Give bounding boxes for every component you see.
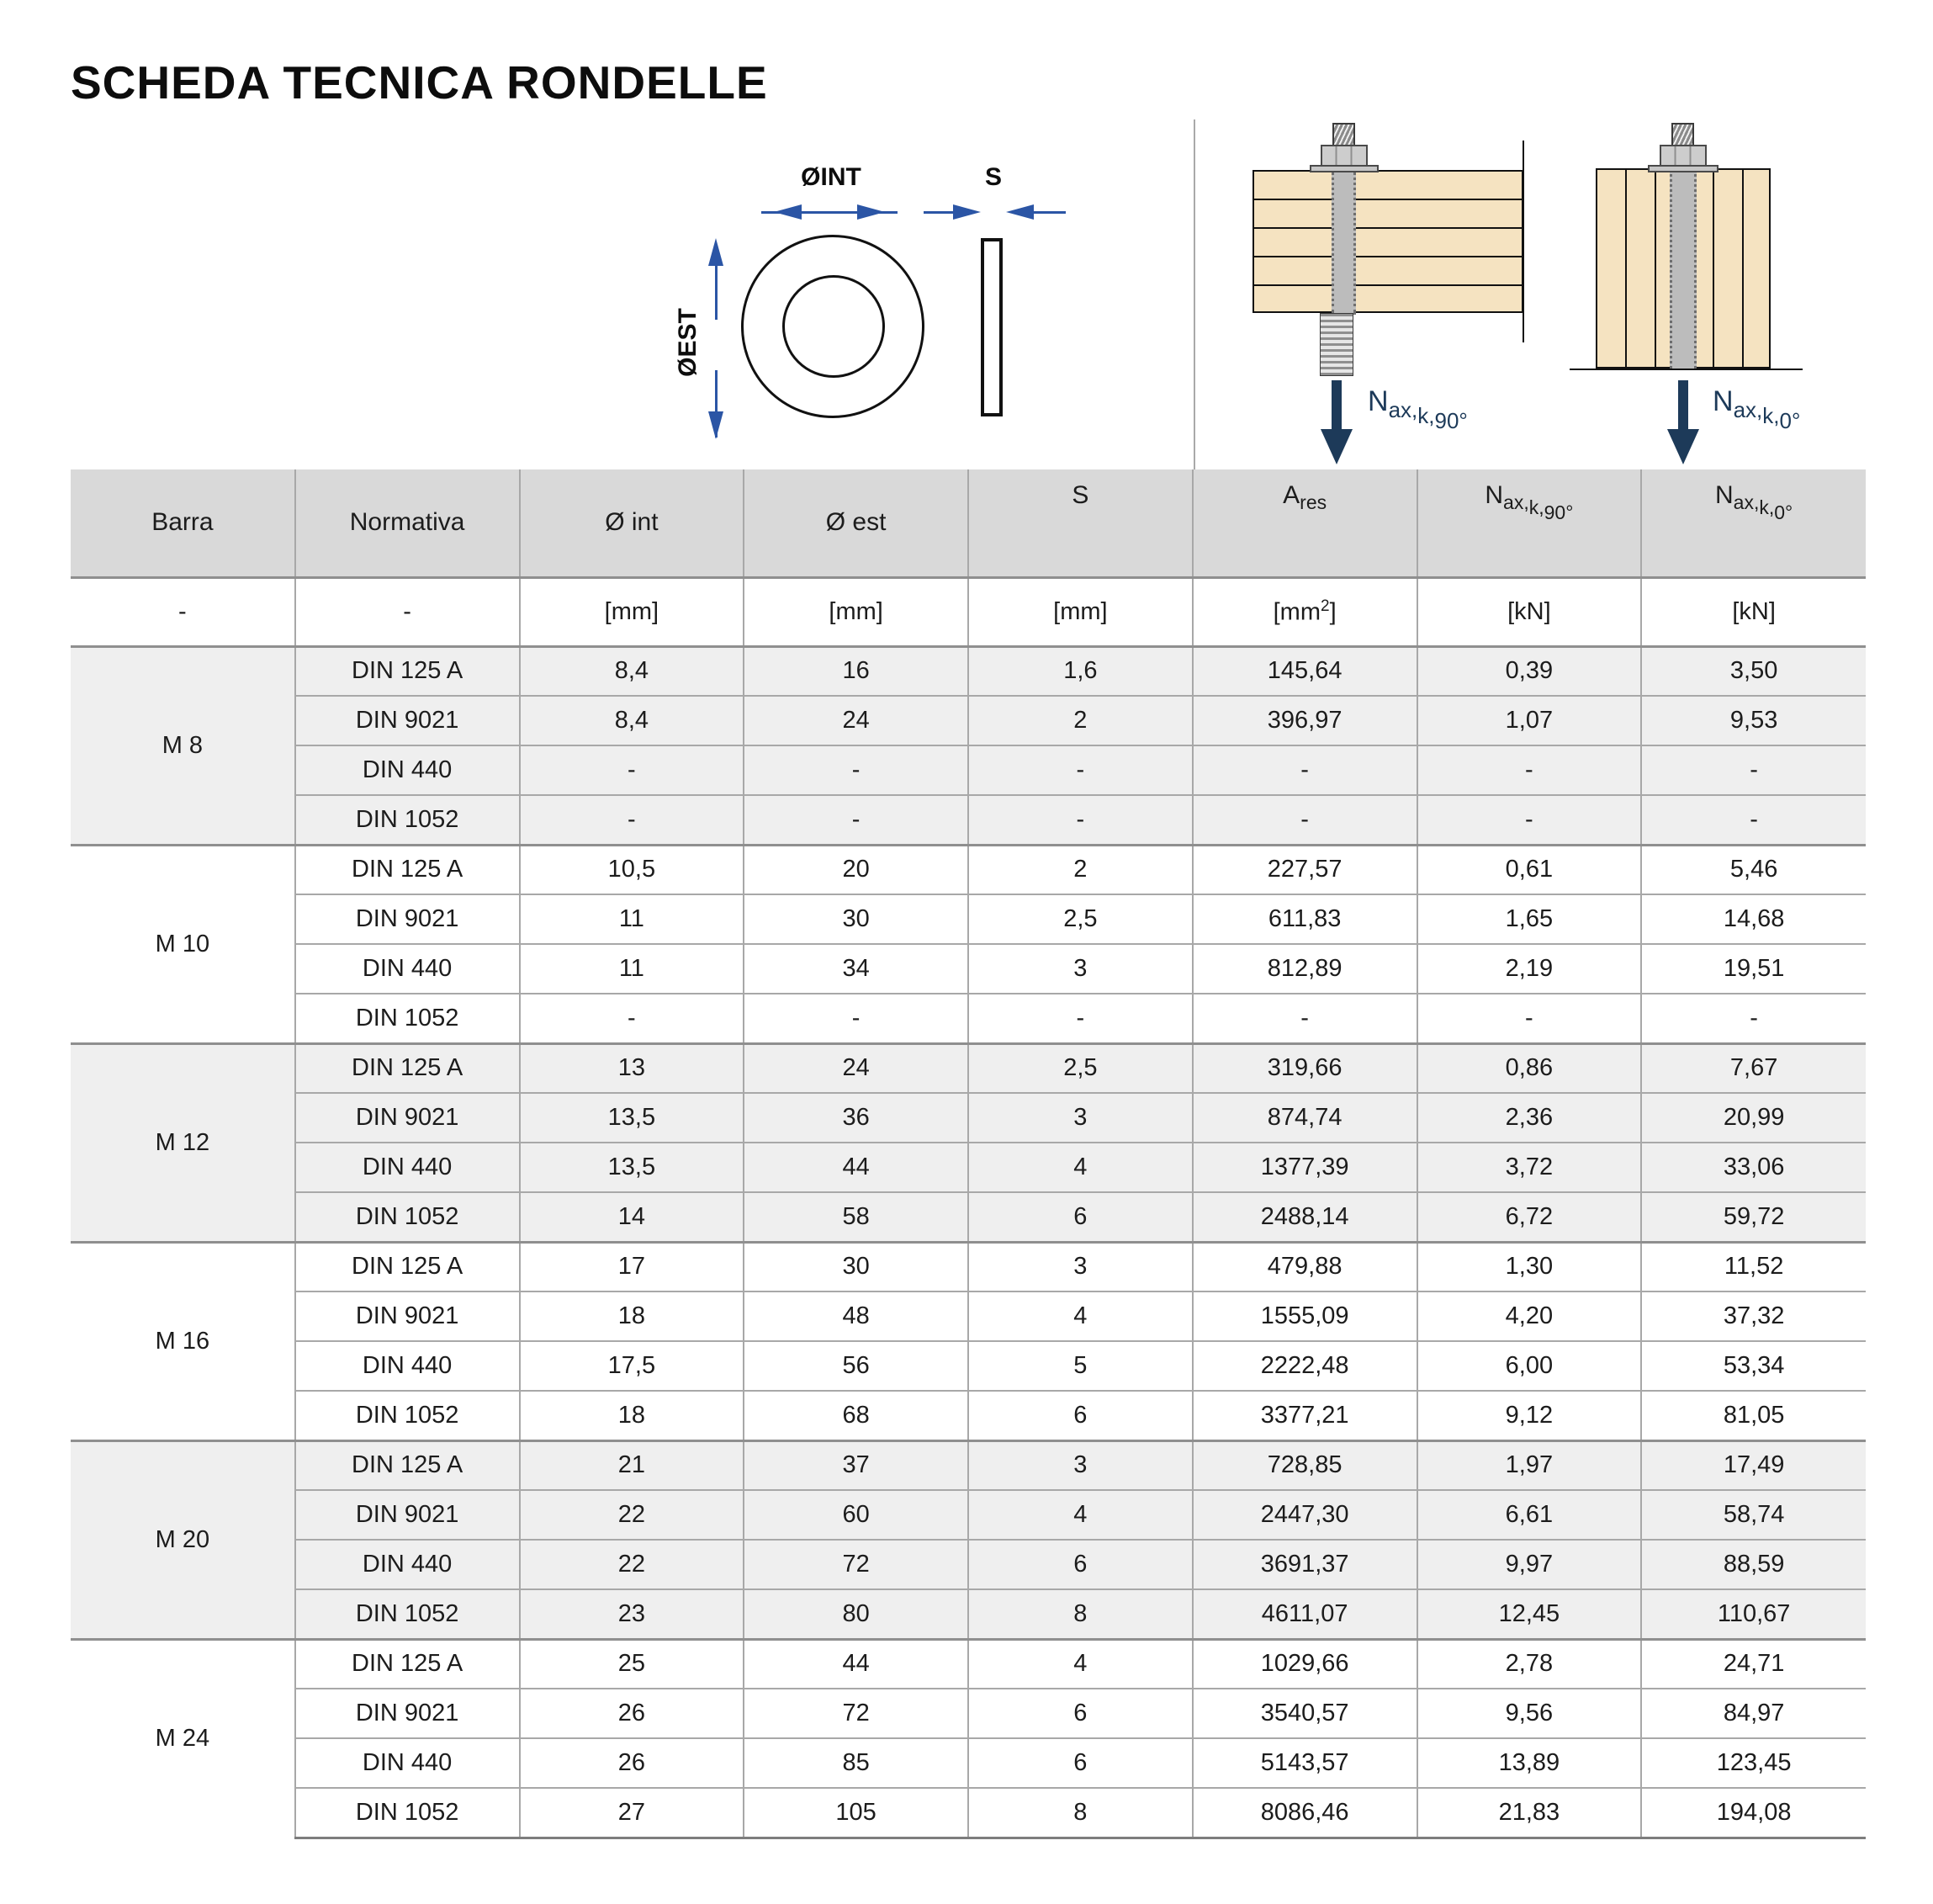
value-cell: 6,61 — [1417, 1490, 1642, 1540]
value-cell: 21 — [520, 1440, 744, 1490]
load-arrow-90-head — [1321, 429, 1353, 464]
norm-cell: DIN 440 — [295, 745, 520, 795]
value-cell: 14 — [520, 1192, 744, 1242]
value-cell: 13,89 — [1417, 1738, 1642, 1788]
value-cell: 30 — [744, 1242, 968, 1291]
value-cell: 34 — [744, 944, 968, 994]
load-label-90: $N_{ax,k,90^\circ}$ — [1368, 385, 1468, 433]
value-cell: 3 — [968, 1093, 1193, 1143]
value-cell: 1,30 — [1417, 1242, 1642, 1291]
nut-0 — [1660, 145, 1707, 167]
value-cell: - — [1641, 745, 1866, 795]
column-header-barra: Barra — [71, 469, 295, 577]
bar-size-cell: M 8 — [71, 646, 295, 845]
value-cell: 17,5 — [520, 1341, 744, 1391]
value-cell: - — [1417, 795, 1642, 845]
load-arrow-0-shaft — [1678, 380, 1688, 432]
norm-cell: DIN 440 — [295, 944, 520, 994]
value-cell: 611,83 — [1193, 894, 1417, 944]
value-cell: - — [744, 795, 968, 845]
value-cell: 11 — [520, 944, 744, 994]
value-cell: 72 — [744, 1540, 968, 1589]
column-header-s: S — [968, 469, 1193, 577]
value-cell: - — [744, 745, 968, 795]
value-cell: 105 — [744, 1788, 968, 1838]
value-cell: 72 — [744, 1689, 968, 1738]
bar-size-cell: M 24 — [71, 1639, 295, 1838]
value-cell: - — [520, 795, 744, 845]
value-cell: 25 — [520, 1639, 744, 1689]
value-cell: 8,4 — [520, 646, 744, 696]
value-cell: 6 — [968, 1192, 1193, 1242]
norm-cell: DIN 1052 — [295, 1192, 520, 1242]
value-cell: 26 — [520, 1689, 744, 1738]
value-cell: 5 — [968, 1341, 1193, 1391]
value-cell: 194,08 — [1641, 1788, 1866, 1838]
bar-size-cell: M 20 — [71, 1440, 295, 1639]
norm-cell: DIN 9021 — [295, 894, 520, 944]
value-cell: 3,72 — [1417, 1143, 1642, 1192]
norm-cell: DIN 9021 — [295, 696, 520, 745]
value-cell: 27 — [520, 1788, 744, 1838]
value-cell: 53,34 — [1641, 1341, 1866, 1391]
value-cell: 30 — [744, 894, 968, 944]
value-cell: 11 — [520, 894, 744, 944]
norm-cell: DIN 1052 — [295, 795, 520, 845]
value-cell: 56 — [744, 1341, 968, 1391]
value-cell: 3,50 — [1641, 646, 1866, 696]
value-cell: 4 — [968, 1490, 1193, 1540]
column-header-d_int: Ø int — [520, 469, 744, 577]
norm-cell: DIN 125 A — [295, 845, 520, 894]
value-cell: 9,56 — [1417, 1689, 1642, 1738]
value-cell: 8 — [968, 1589, 1193, 1639]
value-cell: 14,68 — [1641, 894, 1866, 944]
column-header-n90: $N_{ax,k,90^\circ}$ — [1417, 469, 1642, 577]
value-cell: 1,97 — [1417, 1440, 1642, 1490]
value-cell: 2 — [968, 845, 1193, 894]
value-cell: - — [1417, 994, 1642, 1043]
value-cell: 6 — [968, 1689, 1193, 1738]
load-arrow-0-head — [1667, 429, 1699, 464]
rod-top-thread-0 — [1671, 123, 1694, 146]
washer-under-nut-0 — [1648, 165, 1719, 172]
value-cell: 85 — [744, 1738, 968, 1788]
diagram-divider — [1194, 119, 1195, 485]
value-cell: 4 — [968, 1291, 1193, 1341]
value-cell: 13,5 — [520, 1143, 744, 1192]
value-cell: 123,45 — [1641, 1738, 1866, 1788]
value-cell: 3 — [968, 1440, 1193, 1490]
value-cell: 44 — [744, 1639, 968, 1689]
value-cell: 6 — [968, 1540, 1193, 1589]
value-cell: 10,5 — [520, 845, 744, 894]
value-cell: 12,45 — [1417, 1589, 1642, 1639]
value-cell: 4,20 — [1417, 1291, 1642, 1341]
norm-cell: DIN 440 — [295, 1738, 520, 1788]
norm-cell: DIN 125 A — [295, 1242, 520, 1291]
unit-cell: $[mm^2]$ — [1193, 577, 1417, 646]
value-cell: 1377,39 — [1193, 1143, 1417, 1192]
value-cell: 17 — [520, 1242, 744, 1291]
washer-under-nut-90 — [1310, 165, 1379, 172]
norm-cell: DIN 440 — [295, 1540, 520, 1589]
value-cell: - — [968, 795, 1193, 845]
value-cell: 110,67 — [1641, 1589, 1866, 1639]
value-cell: 26 — [520, 1738, 744, 1788]
value-cell: 227,57 — [1193, 845, 1417, 894]
bar-size-cell: M 12 — [71, 1043, 295, 1242]
value-cell: 728,85 — [1193, 1440, 1417, 1490]
washer-inner-circle — [782, 275, 885, 378]
unit-cell: [mm] — [744, 577, 968, 646]
value-cell: 9,97 — [1417, 1540, 1642, 1589]
value-cell: 0,86 — [1417, 1043, 1642, 1093]
value-cell: 17,49 — [1641, 1440, 1866, 1490]
value-cell: 6 — [968, 1738, 1193, 1788]
value-cell: 58,74 — [1641, 1490, 1866, 1540]
value-cell: 2447,30 — [1193, 1490, 1417, 1540]
bar-size-cell: M 10 — [71, 845, 295, 1043]
value-cell: 5,46 — [1641, 845, 1866, 894]
value-cell: 1,65 — [1417, 894, 1642, 944]
value-cell: - — [520, 745, 744, 795]
value-cell: 6 — [968, 1391, 1193, 1440]
threaded-rod-0 — [1670, 168, 1697, 369]
value-cell: 4611,07 — [1193, 1589, 1417, 1639]
value-cell: 812,89 — [1193, 944, 1417, 994]
value-cell: 3 — [968, 944, 1193, 994]
value-cell: 84,97 — [1641, 1689, 1866, 1738]
norm-cell: DIN 125 A — [295, 1639, 520, 1689]
wood-planks-90-body — [1252, 170, 1523, 313]
value-cell: 3 — [968, 1242, 1193, 1291]
value-cell: - — [1193, 795, 1417, 845]
unit-cell: [kN] — [1417, 577, 1642, 646]
norm-cell: DIN 125 A — [295, 1440, 520, 1490]
norm-cell: DIN 9021 — [295, 1291, 520, 1341]
side-member-line-90 — [1523, 141, 1524, 342]
value-cell: 16 — [744, 646, 968, 696]
value-cell: 7,67 — [1641, 1043, 1866, 1093]
norm-cell: DIN 1052 — [295, 1589, 520, 1639]
value-cell: 20,99 — [1641, 1093, 1866, 1143]
rod-bottom-thread-90 — [1320, 313, 1353, 376]
value-cell: 479,88 — [1193, 1242, 1417, 1291]
column-header-normativa: Normativa — [295, 469, 520, 577]
value-cell: - — [1193, 745, 1417, 795]
value-cell: 1,6 — [968, 646, 1193, 696]
value-cell: 18 — [520, 1291, 744, 1341]
unit-cell: [mm] — [968, 577, 1193, 646]
value-cell: - — [520, 994, 744, 1043]
value-cell: 1555,09 — [1193, 1291, 1417, 1341]
norm-cell: DIN 9021 — [295, 1689, 520, 1738]
value-cell: - — [1193, 994, 1417, 1043]
value-cell: 13,5 — [520, 1093, 744, 1143]
value-cell: 5143,57 — [1193, 1738, 1417, 1788]
value-cell: 58 — [744, 1192, 968, 1242]
value-cell: 8 — [968, 1788, 1193, 1838]
norm-cell: DIN 1052 — [295, 1391, 520, 1440]
value-cell: - — [1641, 994, 1866, 1043]
norm-cell: DIN 125 A — [295, 646, 520, 696]
value-cell: 37,32 — [1641, 1291, 1866, 1341]
value-cell: - — [968, 994, 1193, 1043]
column-header-d_est: Ø est — [744, 469, 968, 577]
norm-cell: DIN 9021 — [295, 1490, 520, 1540]
value-cell: - — [1641, 795, 1866, 845]
norm-cell: DIN 440 — [295, 1341, 520, 1391]
value-cell: 2 — [968, 696, 1193, 745]
nut-90 — [1321, 145, 1368, 167]
value-cell: 44 — [744, 1143, 968, 1192]
ground-line-0 — [1570, 369, 1803, 370]
load-label-0: $N_{ax,k,0^\circ}$ — [1713, 385, 1801, 433]
value-cell: 4 — [968, 1639, 1193, 1689]
value-cell: 36 — [744, 1093, 968, 1143]
value-cell: 396,97 — [1193, 696, 1417, 745]
value-cell: - — [1417, 745, 1642, 795]
value-cell: 23 — [520, 1589, 744, 1639]
value-cell: 2222,48 — [1193, 1341, 1417, 1391]
value-cell: 8086,46 — [1193, 1788, 1417, 1838]
value-cell: 9,53 — [1641, 696, 1866, 745]
value-cell: 2,5 — [968, 1043, 1193, 1093]
value-cell: 68 — [744, 1391, 968, 1440]
value-cell: 2,5 — [968, 894, 1193, 944]
rod-top-thread-90 — [1332, 123, 1355, 146]
value-cell: 33,06 — [1641, 1143, 1866, 1192]
load-arrow-90-shaft — [1332, 380, 1342, 432]
value-cell: 22 — [520, 1490, 744, 1540]
value-cell: 24,71 — [1641, 1639, 1866, 1689]
value-cell: - — [968, 745, 1193, 795]
value-cell: - — [744, 994, 968, 1043]
value-cell: 22 — [520, 1540, 744, 1589]
bar-size-cell: M 16 — [71, 1242, 295, 1440]
value-cell: 19,51 — [1641, 944, 1866, 994]
norm-cell: DIN 1052 — [295, 1788, 520, 1838]
norm-cell: DIN 440 — [295, 1143, 520, 1192]
value-cell: 4 — [968, 1143, 1193, 1192]
value-cell: 11,52 — [1641, 1242, 1866, 1291]
norm-cell: DIN 1052 — [295, 994, 520, 1043]
threaded-rod-90-through — [1332, 172, 1356, 313]
value-cell: 3691,37 — [1193, 1540, 1417, 1589]
value-cell: 2,36 — [1417, 1093, 1642, 1143]
washer-side-view — [981, 238, 1003, 416]
value-cell: 2,78 — [1417, 1639, 1642, 1689]
value-cell: 0,39 — [1417, 646, 1642, 696]
thickness-label: S — [984, 163, 1002, 191]
value-cell: 24 — [744, 1043, 968, 1093]
value-cell: 6,00 — [1417, 1341, 1642, 1391]
unit-cell: [kN] — [1641, 577, 1866, 646]
value-cell: 6,72 — [1417, 1192, 1642, 1242]
value-cell: 874,74 — [1193, 1093, 1417, 1143]
unit-cell: - — [295, 577, 520, 646]
value-cell: 60 — [744, 1490, 968, 1540]
value-cell: 8,4 — [520, 696, 744, 745]
value-cell: 319,66 — [1193, 1043, 1417, 1093]
spec-table — [71, 469, 1866, 1839]
column-header-ares: $A_{res}$ — [1193, 469, 1417, 577]
value-cell: 13 — [520, 1043, 744, 1093]
value-cell: 2,19 — [1417, 944, 1642, 994]
norm-cell: DIN 125 A — [295, 1043, 520, 1093]
value-cell: 48 — [744, 1291, 968, 1341]
unit-cell: - — [71, 577, 295, 646]
inner-diameter-label: ØINT — [801, 163, 861, 191]
value-cell: 0,61 — [1417, 845, 1642, 894]
value-cell: 59,72 — [1641, 1192, 1866, 1242]
page-title: SCHEDA TECNICA RONDELLE — [71, 56, 768, 109]
outer-diameter-label: ØEST — [674, 308, 702, 377]
value-cell: 1,07 — [1417, 696, 1642, 745]
value-cell: 145,64 — [1193, 646, 1417, 696]
value-cell: 88,59 — [1641, 1540, 1866, 1589]
column-header-n0: $N_{ax,k,0^\circ}$ — [1641, 469, 1866, 577]
value-cell: 18 — [520, 1391, 744, 1440]
value-cell: 9,12 — [1417, 1391, 1642, 1440]
value-cell: 3377,21 — [1193, 1391, 1417, 1440]
value-cell: 21,83 — [1417, 1788, 1642, 1838]
value-cell: 81,05 — [1641, 1391, 1866, 1440]
value-cell: 20 — [744, 845, 968, 894]
norm-cell: DIN 9021 — [295, 1093, 520, 1143]
value-cell: 80 — [744, 1589, 968, 1639]
value-cell: 24 — [744, 696, 968, 745]
value-cell: 1029,66 — [1193, 1639, 1417, 1689]
value-cell: 37 — [744, 1440, 968, 1490]
unit-cell: [mm] — [520, 577, 744, 646]
value-cell: 2488,14 — [1193, 1192, 1417, 1242]
value-cell: 3540,57 — [1193, 1689, 1417, 1738]
